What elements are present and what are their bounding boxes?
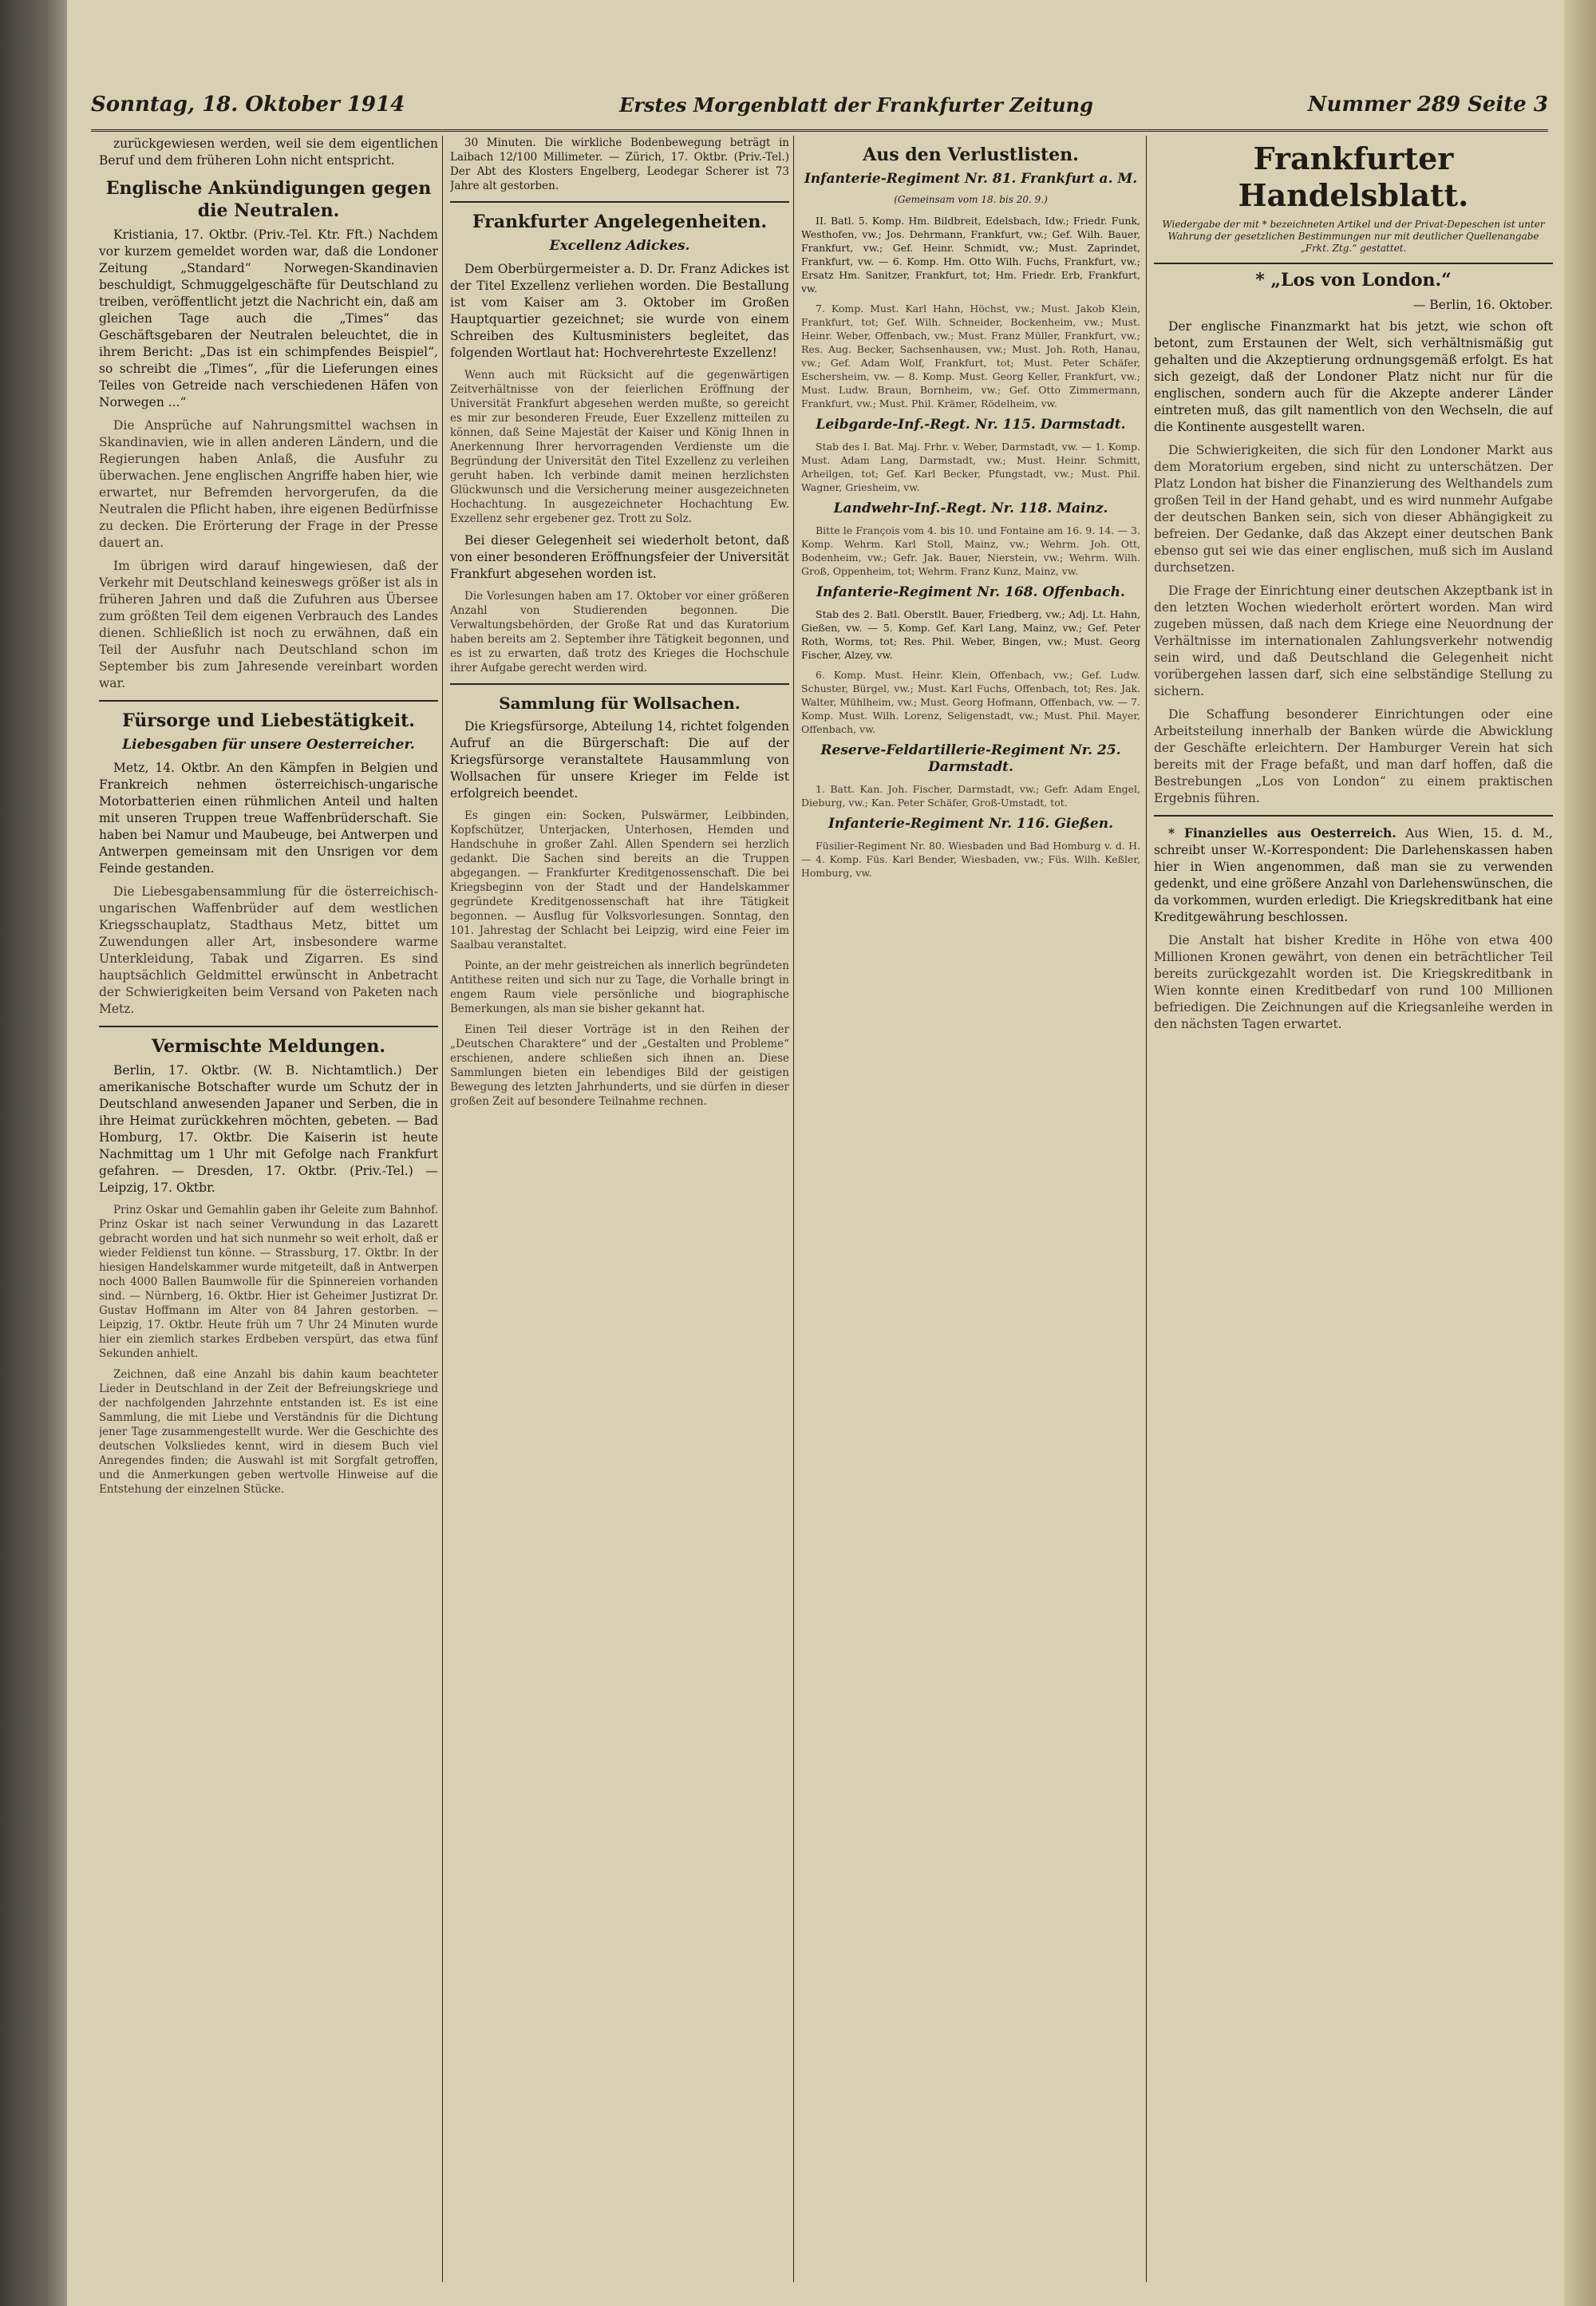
page-edge — [1564, 0, 1596, 2306]
article-los-von-london: Der englische Finanzmarkt hat bis jetzt, wie schon oft betont, zum Erstaunen der Welt, sich verhältnismäßig gut gehalten und die Akzeptierung ordnungsgemäß erfolgt. Es hat sich gezeigt, daß der Londoner Platz nicht nur für die englischen, sondern auch für die Akzepte anderer Länder eintreten muß, das gilt namentlich von den Wechseln, die auf die Kontinente ausgestellt waren. — [1154, 319, 1553, 434]
divider — [1154, 263, 1553, 264]
dateline-berlin: — Berlin, 16. Oktober. — [1412, 298, 1553, 312]
casualty-list-81-cont: 7. Komp. Must. Karl Hahn, Höchst, vw.; Must. Jakob Klein, Frankfurt, tot; Gef. Wilh. Schneider, Bockenheim, vw.; Must. Heinr. Weber, Offenbach, vw.; Must. Franz Müller, Frankfurt, vw.; Res. Aug. Becker, Sachsenhausen, vw.; Must. Joh. Roth, Hanau, vw.; Gef. Adam Wolf, Frankfurt, tot; Must. Peter Schäfer, Eschersheim, vw. — 8. Komp. Must. Georg Keller, Frankfurt, vw.; Must. Ludw. Braun, Bornheim, vw.; Gef. Otto Zimmermann, Frankfurt, vw.; Must. Phil. Krämer, Rödelheim, vw. — [801, 303, 1140, 409]
heading-sammlung: Sammlung für Wollsachen. — [499, 694, 741, 713]
regiment-25: Reserve-Feldartillerie-Regiment Nr. 25. Darmstadt. — [820, 742, 1121, 775]
casualty-list-116: Füsilier-Regiment Nr. 80. Wiesbaden und Bad Homburg v. d. H. — 4. Komp. Füs. Karl Bender, Wiesbaden, vw.; Füs. Wilh. Keßler, Homburg, vw. — [801, 840, 1140, 879]
heading-fuersorge: Fürsorge und Liebestätigkeit. — [122, 710, 415, 731]
masthead-number: Nummer 289 Seite 3 — [1307, 93, 1548, 117]
regiment-118: Landwehr-Inf.-Regt. Nr. 118. Mainz. — [833, 500, 1108, 516]
column-rule — [442, 136, 443, 2282]
masthead-title: Erstes Morgenblatt der Frankfurter Zeitung — [619, 93, 1093, 117]
heading-vermischte: Vermischte Meldungen. — [152, 1036, 385, 1057]
page-gutter — [0, 0, 67, 2306]
article-los-von-london-cont3: Die Schaffung besonderer Einrichtungen oder eine Arbeitsteilung innerhalb der Banken würde die Abwicklung der Geschäfte erleichtern. Der Hamburger Verein hat sich bereits mit der Frage befaßt, und man darf hoffen, daß die Bestrebungen „Los von London“ zu einem praktischen Ergebnis führen. — [1154, 707, 1553, 805]
handelsblatt-note: Wiedergabe der mit * bezeichneten Artikel und der Privat-Depeschen ist unter Wahrung der gesetzlichen Bestimmungen nur mit deutlicher Quellenangabe „Frkt. Ztg.“ gestattet. — [1162, 219, 1545, 254]
divider — [99, 700, 438, 702]
article-excellenz: Dem Oberbürgermeister a. D. Dr. Franz Adickes ist der Titel Exzellenz verliehen worden. Die Bestallung ist vom Kaiser am 3. Oktober im Großen Hauptquartier gezeichnet; sie wurde von einem Schreiben des Kultusministers begleitet, das folgenden Wortlaut hat: Hochverehrteste Exzellenz! — [450, 262, 789, 360]
article-finanzielles — [1154, 825, 1553, 926]
casualty-list-118: Bitte le François vom 4. bis 10. und Fontaine am 16. 9. 14. — 3. Komp. Wehrm. Karl Stoll, Mainz, vw.; Wehrm. Joh. Ott, Bodenheim, vw.; Gefr. Jak. Bauer, Nierstein, vw.; Wehrm. Wilh. Groß, Oppenheim, tot; Wehrm. Franz Kunz, Mainz, vw. — [801, 524, 1140, 577]
divider — [99, 1026, 438, 1027]
masthead — [91, 80, 1548, 132]
article-fuersorge: Metz, 14. Oktbr. An den Kämpfen in Belgien und Frankreich nehmen österreichisch-ungarische Motorbatterien einen rühmlichen Anteil und halten mit unseren Truppen treue Waffenbrüderschaft. Sie haben bei Namur und Maubeuge, bei Antwerpen und Antwerpen gemeinsam mit den Unsrigen vor dem Feinde gestanden. — [99, 761, 438, 876]
article-excellenz-cont: Die Vorlesungen haben am 17. Oktober vor einer größeren Anzahl von Studierenden begonnen. Die Verwaltungsbehörden, der Große Rat und das Kuratorium haben bereits am 2. September ihre Tätigkeit begonnen, und es ist zu erwarten, daß trotz des Krieges die Hochschule ihrer Aufgabe gerecht werden wird. — [450, 590, 789, 674]
regiment-115: Leibgarde-Inf.-Regt. Nr. 115. Darmstadt. — [816, 417, 1126, 433]
regiment-81-date: (Gemeinsam vom 18. bis 20. 9.) — [894, 194, 1048, 205]
column-3 — [801, 136, 1140, 2282]
regiment-116: Infanterie-Regiment Nr. 116. Gießen. — [828, 816, 1114, 832]
article-fuersorge-cont: Die Liebesgabensammlung für die österreichisch-ungarischen Waffenbrüder auf dem westlichen Kriegsschauplatz, Stadthaus Metz, bittet um Zuwendungen aller Art, insbesondere warme Unterkleidung, Tabak und Zigarren. Es sind hauptsächlich Geldmittel erwünscht in Anbetracht der Schwierigkeiten beim Versand von Paketen nach Metz. — [99, 884, 438, 1016]
regiment-81: Infanterie-Regiment Nr. 81. Frankfurt a. M. — [804, 171, 1138, 187]
article-englische: Kristiania, 17. Oktbr. (Priv.-Tel. Ktr. Fft.) Nachdem vor kurzem gemeldet worden war, daß die Londoner Zeitung „Standard“ Norwegen-Skandinavien beschuldigt, Schmuggelgeschäfte für Deutschland zu treiben, veröffentlicht jetzt die Nachricht ein, daß am gleichen Tage auch die „Times“ das Geschäftsgebaren der Neutralen beleuchtet, die in ihrem Bericht: „Das ist ein schimpfendes Beispiel“, so schreibt die „Times“, „für die Lieferungen eines Teiles von Getreide nach verschiedenen Häfen von Norwegen ...“ — [99, 227, 438, 409]
casualty-list-81: II. Batl. 5. Komp. Hm. Bildbreit, Edelsbach, Idw.; Friedr. Funk, Westhofen, vw.; Jos. Dehrmann, Frankfurt, vw.; Gef. Wilh. Bauer, Frankfurt, vw.; Gef. Heinr. Schmidt, vw.; Must. Zaprindet, Frankfurt, vw. — 6. Komp. Hm. Otto Wilh. Fuchs, Frankfurt, vw.; Ersatz Hm. Sanitzer, Frankfurt, tot; Hm. Friedr. Erb, Frankfurt, vw. — [801, 215, 1140, 295]
article-bottom-col2-cont: Einen Teil dieser Vorträge ist in den Reihen der „Deutschen Charaktere“ und der „Gestalten und Probleme“ erschienen, andere schließen sich ihnen an. Diese Sammlungen bieten ein lebendiges Bild der geistigen Bewegung des letzten Jahrhunderts, und sie dürfen in dieser großen Zeit auf besondere Teilnahme rechnen. — [450, 1023, 789, 1108]
divider — [450, 683, 789, 685]
article-finanzielles-text: Aus Wien, 15. d. M., schreibt unser W.-Korrespondent: Die Darlehenskassen haben hier in Wien angenommen, daß man sie zu verwenden gedenkt, und eine größere Anzahl von Darlehenswünschen, die da vorkommen, wurden erledigt. Die Kriegskreditbank hat eine Kreditgewährung beschlossen. — [1154, 826, 1553, 924]
article-englische-cont2: Im übrigen wird darauf hingewiesen, daß der Verkehr mit Deutschland keineswegs größer ist als in früheren Jahren und daß die Zufuhren aus Übersee zum größten Teil dem eigenen Verbrauch des Landes dienen. Schließlich ist noch zu erwähnen, daß ein Teil der Ausfuhr nach Deutschland schon im September bis zum Jahresende vereinbart worden war. — [99, 559, 438, 690]
article-los-von-london-cont2: Die Frage der Einrichtung einer deutschen Akzeptbank ist in den letzten Wochen wiederholt erörtert worden. Man wird zugeben müssen, daß nach dem Kriege eine Neuordnung der Verhältnisse im internationalen Zahlungsverkehr notwendig sein wird, und daß Deutschland die Gelegenheit nicht vorübergehen lassen darf, sich eine selbständige Stellung zu sichern. — [1154, 583, 1553, 698]
column-rule — [793, 136, 794, 2282]
column-2 — [450, 136, 789, 2282]
article-sammlung: Die Kriegsfürsorge, Abteilung 14, richtet folgenden Aufruf an die Bürgerschaft: Die auf der Kriegsfürsorge veranstaltete Hausammlung von Wollsachen für unsere Krieger im Felde ist erfolgreich beendet. — [450, 719, 789, 801]
regiment-168: Infanterie-Regiment Nr. 168. Offenbach. — [816, 584, 1125, 600]
article-bottom-col1: Zeichnen, daß eine Anzahl bis dahin kaum beachteter Lieder in Deutschland in der Zeit der Befreiungskriege und der nachfolgenden Jahrzehnte entstanden ist. Es ist eine Sammlung, die mit Liebe und Verständnis für die Dichtung jener Tage zusammengestellt wurde. Wer die Geschichte des deutschen Volksliedes kennt, wird in diesem Buch viel Anregendes finden; die Auswahl ist mit Sorgfalt getroffen, und die Anmerkungen geben wertvolle Hinweise auf die Entstehung der einzelnen Stücke. — [99, 1368, 438, 1496]
heading-frankfurter-angelegenheiten: Frankfurter Angelegenheiten. — [472, 212, 768, 232]
col2-top: 30 Minuten. Die wirkliche Bodenbewegung beträgt in Laibach 12/100 Millimeter. — Zürich, 17. Oktbr. (Priv.-Tel.) Der Abt des Klosters Engelberg, Leodegar Scherer ist 73 Jahre alt gestorben. — [450, 136, 789, 192]
subheading-excellenz: Excellenz Adickes. — [549, 238, 690, 254]
article-excellenz-letter: Wenn auch mit Rücksicht auf die gegenwärtigen Zeitverhältnisse von der feierlichen Eröffnung der Universität Frankfurt abgesehen werden mußte, so gereicht es mir zur besonderen Freude, Euer Exzellenz mitteilen zu können, daß Seine Majestät der Kaiser und König Ihnen in Anerkennung Ihrer hervorragenden Verdienste um die Begründung der Universität den Titel Exzellenz zu verleihen geruht haben. Ich verbinde damit meinen herzlichsten Glückwunsch und die Versicherung meiner ausgezeichneten Hochachtung. In ausgezeichneter Hochachtung Ew. Exzellenz sehr ergebener gez. Trott zu Solz. — [450, 369, 789, 525]
heading-los-von-london: * „Los von London.“ — [1255, 270, 1452, 291]
casualty-list-115: Stab des I. Bat. Maj. Frhr. v. Weber, Darmstadt, vw. — 1. Komp. Must. Adam Lang, Darmstadt, vw.; Must. Heinr. Schmitt, Arheilgen, tot; Gef. Karl Becker, Pfungstadt, vw.; Must. Phil. Wagner, Griesheim, vw. — [801, 441, 1140, 493]
heading-verlustlisten: Aus den Verlustlisten. — [863, 144, 1079, 165]
column-4 — [1154, 136, 1553, 2282]
handelsblatt-title: Frankfurter Handelsblatt. — [1238, 140, 1469, 213]
article-sammlung-cont: Es gingen ein: Socken, Pulswärmer, Leibbinden, Kopfschützer, Unterjacken, Unterhosen, Hemden und Handschuhe in großer Zahl. Allen Spendern sei herzlich gedankt. Die Sachen sind bereits an die Truppen abgegangen. — Frankfurter Kreditgenossenschaft. Die bei Kriegsbeginn von der Stadt und der Handelskammer gegründete Kreditgenossenschaft hat ihre Tätigkeit begonnen. — Ausflug für Volksvorlesungen. Sonntag, den 101. Jahrestag der Schlacht bei Leipzig, wird eine Feier im Saalbau veranstaltet. — [450, 809, 789, 951]
newspaper-page — [67, 0, 1596, 2306]
article-englische-cont: Die Ansprüche auf Nahrungsmittel wachsen in Skandinavien, wie in allen anderen Ländern, und die Regierungen haben Anlaß, die Ausfuhr zu überwachen. Jene englischen Angriffe haben hier, wie erwartet, nur Befremden hervorgerufen, da die Neutralen die Pflicht haben, ihre eigenen Bedürfnisse zu decken. Die Erörterung der Frage in der Presse dauert an. — [99, 418, 438, 550]
column-rule — [1146, 136, 1147, 2282]
casualty-list-168: Stab des 2. Batl. Oberstlt. Bauer, Friedberg, vw.; Adj. Lt. Hahn, Gießen, vw. — 5. Komp. Gef. Karl Lang, Mainz, vw.; Gef. Peter Roth, Worms, tot; Res. Phil. Weber, Bingen, vw.; Must. Georg Fischer, Alzey, vw. — [801, 608, 1140, 661]
article-los-von-london-cont: Die Schwierigkeiten, die sich für den Londoner Markt aus dem Moratorium ergeben, sind nicht zu unterschätzen. Der Platz London hat bisher die Finanzierung des Welthandels zum großen Teil in der Hand gehabt, und es wird nunmehr Aufgabe der deutschen Banken sein, sich von dieser Abhängigkeit zu befreien. Der Gedanke, daß das Akzept einer deutschen Bank ebenso gut sei wie das einer englischen, muß sich im Ausland durchsetzen. — [1154, 443, 1553, 575]
masthead-date: Sonntag, 18. Oktober 1914 — [91, 93, 405, 117]
col1-intro: zurückgewiesen werden, weil sie dem eigentlichen Beruf und dem früheren Lohn nicht entspricht. — [99, 136, 438, 168]
casualty-list-25: 1. Batt. Kan. Joh. Fischer, Darmstadt, vw.; Gefr. Adam Engel, Dieburg, vw.; Kan. Peter Schäfer, Groß-Umstadt, tot. — [801, 783, 1140, 809]
article-bottom-col2: Pointe, an der mehr geistreichen als innerlich begründeten Antithese reiten und sich nur zu Tage, die Vorhalle bringt in engem Raum viele persönliche und biographische Bemerkungen, als man sie bisher gekannt hat. — [450, 959, 789, 1015]
article-finanzielles-cont: Die Anstalt hat bisher Kredite in Höhe von etwa 400 Millionen Kronen gewährt, von denen ein beträchtlicher Teil bereits zurückgezahlt worden ist. Die Kriegskreditbank in Wien konnte einen Kreditbedarf von rund 100 Millionen befriedigen. Die Zeichnungen auf die Kriegsanleihe werden in den nächsten Tagen erwartet. — [1154, 933, 1553, 1031]
divider — [450, 201, 789, 203]
divider — [1154, 815, 1553, 817]
heading-englische-ankuendigungen: Englische Ankündigungen gegen die Neutralen. — [105, 178, 432, 221]
column-1 — [99, 136, 438, 2282]
casualty-list-168-cont: 6. Komp. Must. Heinr. Klein, Offenbach, vw.; Gef. Ludw. Schuster, Bürgel, vw.; Must. Karl Fuchs, Offenbach, tot; Res. Jak. Walter, Mühlheim, vw.; Must. Georg Hofmann, Offenbach, vw. — 7. Komp. Must. Wilh. Lorenz, Seligenstadt, vw.; Must. Phil. Mayer, Offenbach, vw. — [801, 669, 1140, 735]
subheading-liebesgaben: Liebesgaben für unsere Oesterreicher. — [122, 737, 415, 753]
article-vermischte: Berlin, 17. Oktbr. (W. B. Nichtamtlich.) Der amerikanische Botschafter wurde um Schutz der in Deutschland anwesenden Japaner und Serben, die in ihre Heimat zurückkehren möchten, gebeten. — Bad Homburg, 17. Oktbr. Die Kaiserin ist heute Nachmittag um 1 Uhr mit Gefolge nach Frankfurt gefahren. — Dresden, 17. Oktbr. (Priv.-Tel.) — Leipzig, 17. Oktbr. — [99, 1063, 438, 1195]
article-vermischte-cont: Prinz Oskar und Gemahlin gaben ihr Geleite zum Bahnhof. Prinz Oskar ist nach seiner Verwundung in das Lazarett gebracht worden und hat sich nunmehr so weit erholt, daß er wieder Feldienst tun könne. — Strassburg, 17. Oktbr. In der hiesigen Handelskammer wurde mitgeteilt, daß in Antwerpen noch 4000 Ballen Baumwolle für die Spinnereien vorhanden sind. — Nürnberg, 16. Oktbr. Hier ist Geheimer Justizrat Dr. Gustav Hoffmann im Alter von 84 Jahren gestorben. — Leipzig, 17. Oktbr. Heute früh um 7 Uhr 24 Minuten wurde hier ein ziemlich starkes Erdbeben verspürt, das etwa fünf Sekunden anhielt. — [99, 1204, 438, 1360]
article-excellenz-2: Bei dieser Gelegenheit sei wiederholt betont, daß von einer besonderen Eröffnungsfeier der Universität Frankfurt abgesehen worden ist. — [450, 533, 789, 581]
heading-finanzielles: * Finanzielles aus Oesterreich. — [1168, 825, 1396, 841]
